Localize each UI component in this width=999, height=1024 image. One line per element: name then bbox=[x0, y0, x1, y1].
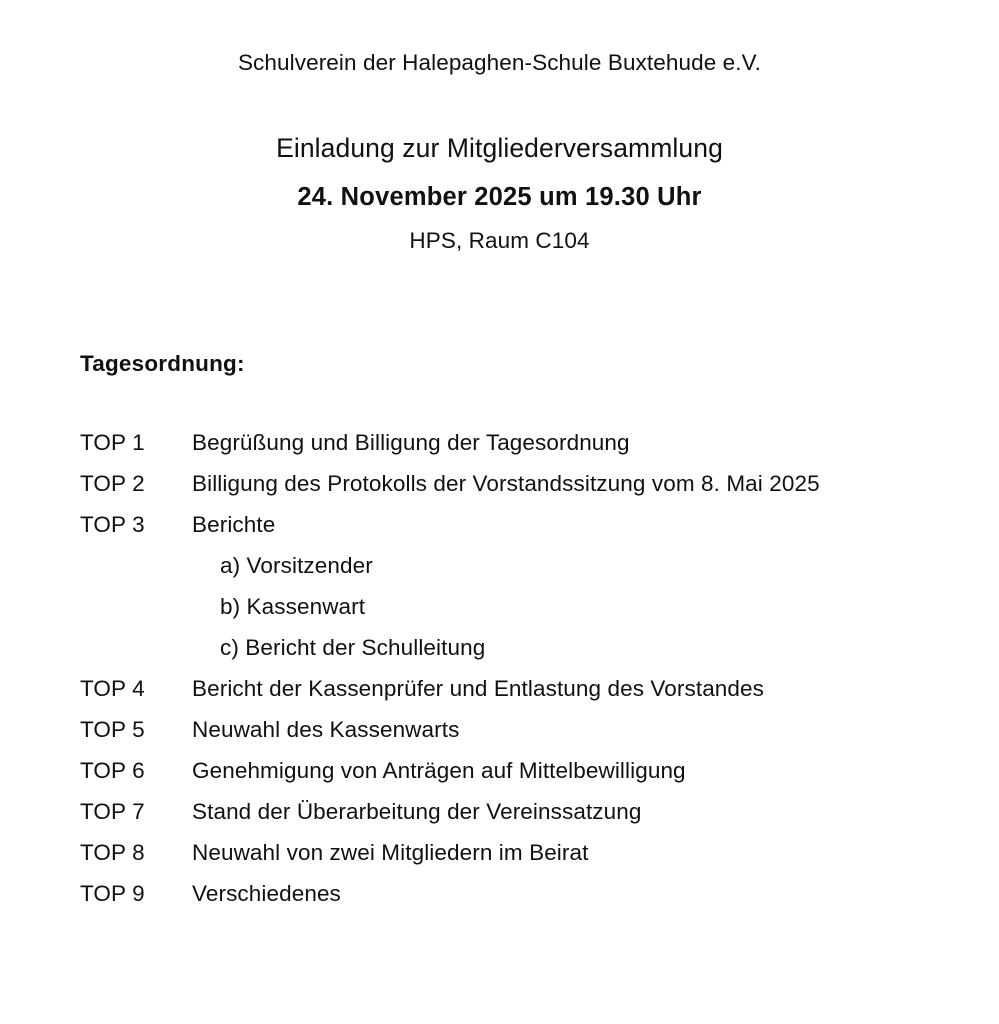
agenda-item-label: TOP 6 bbox=[80, 758, 145, 783]
agenda-item-text: Bericht der Kassenprüfer und Entlastung des Vorstandes bbox=[192, 676, 764, 701]
agenda-sub-item bbox=[0, 634, 999, 675]
agenda-item-label: TOP 1 bbox=[80, 430, 145, 455]
agenda-item-label: TOP 2 bbox=[80, 471, 145, 496]
meeting-date-time: 24. November 2025 um 19.30 Uhr bbox=[297, 183, 702, 211]
invitation-title: Einladung zur Mitgliederversammlung bbox=[276, 133, 723, 163]
agenda-item bbox=[0, 429, 999, 470]
agenda-item bbox=[0, 839, 999, 880]
agenda-heading: Tagesordnung: bbox=[80, 351, 245, 376]
agenda-item bbox=[0, 716, 999, 757]
agenda-item-label: TOP 9 bbox=[80, 881, 145, 906]
agenda-item-label: TOP 7 bbox=[80, 799, 145, 824]
agenda-item-text: Begrüßung und Billigung der Tagesordnung bbox=[192, 430, 630, 455]
agenda-sub-item bbox=[0, 552, 999, 593]
agenda-item bbox=[0, 798, 999, 839]
agenda-item-label: TOP 8 bbox=[80, 840, 145, 865]
agenda-item bbox=[0, 880, 999, 921]
agenda-list bbox=[0, 429, 999, 921]
agenda-sub-item bbox=[0, 593, 999, 634]
meeting-venue: HPS, Raum C104 bbox=[409, 228, 590, 253]
agenda-item bbox=[0, 511, 999, 552]
agenda-item-text: Neuwahl des Kassenwarts bbox=[192, 717, 460, 742]
agenda-item bbox=[0, 470, 999, 511]
agenda-item-text: Stand der Überarbeitung der Vereinssatzung bbox=[192, 799, 642, 824]
agenda-item-label: TOP 4 bbox=[80, 676, 145, 701]
agenda-item-text: Berichte bbox=[192, 512, 276, 537]
agenda-item-text: Verschiedenes bbox=[192, 881, 341, 906]
agenda-item-label: TOP 3 bbox=[80, 512, 145, 537]
agenda-item bbox=[0, 757, 999, 798]
agenda-item-label: TOP 5 bbox=[80, 717, 145, 742]
agenda-item-text: Genehmigung von Anträgen auf Mittelbewilligung bbox=[192, 758, 686, 783]
agenda-sub-item-text: a) Vorsitzender bbox=[220, 553, 373, 578]
agenda-sub-item-text: b) Kassenwart bbox=[220, 594, 366, 619]
organization-name: Schulverein der Halepaghen-Schule Buxtehude e.V. bbox=[237, 50, 762, 75]
agenda-item-text: Billigung des Protokolls der Vorstandssitzung vom 8. Mai 2025 bbox=[192, 471, 820, 496]
agenda-item bbox=[0, 675, 999, 716]
agenda-item-text: Neuwahl von zwei Mitgliedern im Beirat bbox=[192, 840, 589, 865]
agenda-sub-item-text: c) Bericht der Schulleitung bbox=[220, 635, 486, 660]
